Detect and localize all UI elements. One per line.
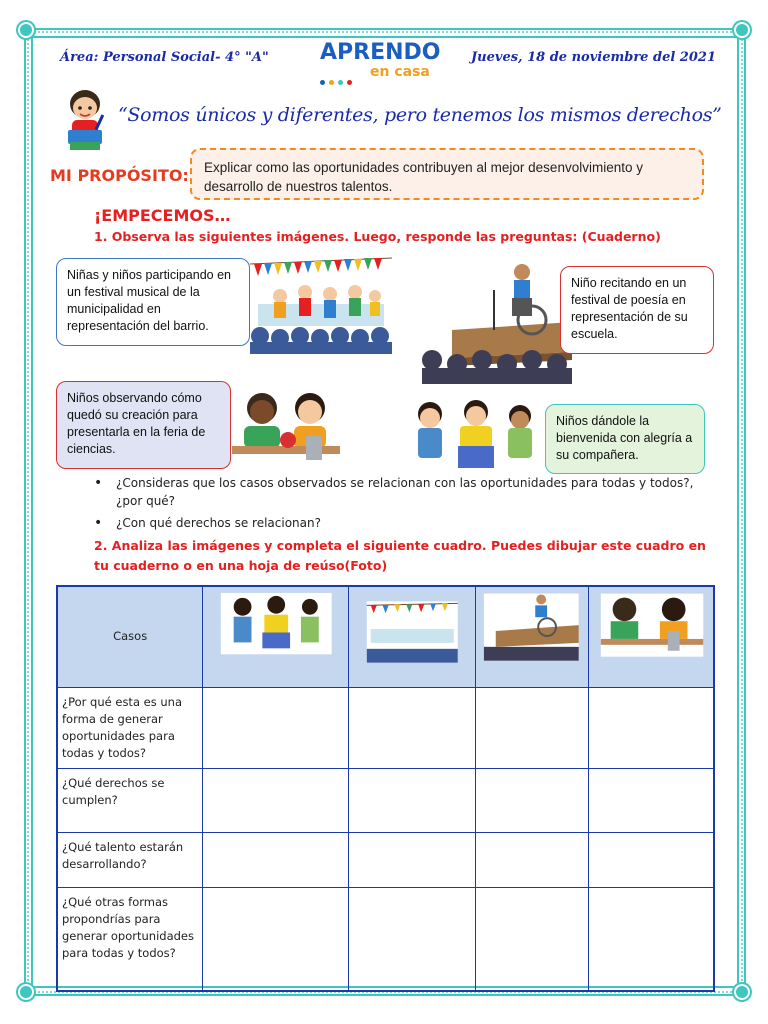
table-cell-answer[interactable] xyxy=(476,687,589,768)
step-2-instruction: 2. Analiza las imágenes y completa el siguiente cuadro. Puedes dibujar este cuadro en tu cuaderno o en una hoja de reúso(Foto) xyxy=(94,538,706,573)
table-thumb-bienvenida xyxy=(203,586,348,687)
table-cell-answer[interactable] xyxy=(348,887,476,991)
logo-dots-icon xyxy=(320,70,356,89)
table-header-casos: Casos xyxy=(57,586,203,687)
frame-corner-top-left xyxy=(18,22,34,38)
header-date: Jueves, 18 de noviembre del 2021 xyxy=(471,50,716,65)
bienvenida-illustration xyxy=(408,398,544,474)
table-cell-answer[interactable] xyxy=(203,687,348,768)
table-cell-answer[interactable] xyxy=(588,832,714,887)
table-thumb-poesia xyxy=(476,586,589,687)
card-ciencias-text: Niños observando cómo quedó su creación para presentarla en la feria de ciencias. xyxy=(67,391,206,456)
card-feria-ciencias xyxy=(56,381,231,469)
table-cell-answer[interactable] xyxy=(348,687,476,768)
table-header-row xyxy=(57,586,714,687)
bullet-question-1: • ¿Consideras que los casos observados se relacionan con las oportunidades para todas y todos?, ¿por qué? xyxy=(90,474,700,510)
table-cell-answer[interactable] xyxy=(476,887,589,991)
table-cell-answer[interactable] xyxy=(588,887,714,991)
card-festival-text: Niñas y niños participando en un festival musical de la municipalidad en representación del barrio. xyxy=(67,268,231,333)
table-row xyxy=(57,832,714,887)
table-cell-answer[interactable] xyxy=(348,768,476,832)
table-row-question-1: ¿Por qué esta es una forma de generar oportunidades para todas y todos? xyxy=(57,687,203,768)
table-cell-answer[interactable] xyxy=(476,768,589,832)
table-cell-answer[interactable] xyxy=(588,687,714,768)
proposito-text: Explicar como las oportunidades contribuyen al mejor desenvolvimiento y desarrollo de nuestros talentos. xyxy=(204,160,643,194)
table-cell-answer[interactable] xyxy=(588,768,714,832)
table-row xyxy=(57,887,714,991)
bullet-question-2: • ¿Con qué derechos se relacionan? xyxy=(90,514,700,532)
table-row-question-3: ¿Qué talento estarán desarrollando? xyxy=(57,832,203,887)
step-1-instruction: 1. Observa las siguientes imágenes. Luego, responde las preguntas: (Cuaderno) xyxy=(94,229,661,244)
thumb-ciencias-icon xyxy=(589,585,713,685)
table-row-question-2: ¿Qué derechos se cumplen? xyxy=(57,768,203,832)
logo-top-text: APRENDO xyxy=(320,40,441,65)
table-row-question-4: ¿Qué otras formas propondrías para generar oportunidades para todas y todos? xyxy=(57,887,203,991)
table-cell-answer[interactable] xyxy=(203,887,348,991)
aprendo-en-casa-logo xyxy=(320,42,448,84)
thumb-bienvenida-icon xyxy=(203,587,347,682)
card-poesia xyxy=(560,266,714,354)
table-cell-answer[interactable] xyxy=(348,832,476,887)
frame-corner-top-right xyxy=(734,22,750,38)
card-festival-musical xyxy=(56,258,250,346)
frame-corner-bottom-right xyxy=(734,984,750,1000)
festival-musical-illustration xyxy=(250,256,392,354)
logo-bottom-text: en casa xyxy=(370,64,430,80)
table-row xyxy=(57,687,714,768)
table-cell-answer[interactable] xyxy=(476,832,589,887)
question-bullets xyxy=(90,474,700,536)
table-thumb-festival xyxy=(348,586,476,687)
table-row xyxy=(57,768,714,832)
table-thumb-ciencias xyxy=(588,586,714,687)
header-area: Área: Personal Social- 4° "A" xyxy=(60,50,269,65)
page-title: “Somos únicos y diferentes, pero tenemos los mismos derechos” xyxy=(118,104,722,126)
cases-table xyxy=(56,585,715,992)
card-bienvenida-text: Niños dándole la bienvenida con alegría a su compañera. xyxy=(556,414,693,462)
card-bienvenida xyxy=(545,404,705,474)
poesia-illustration xyxy=(422,260,572,384)
thumb-poesia-icon xyxy=(476,585,588,685)
proposito-label: MI PROPÓSITO: xyxy=(50,166,189,185)
card-poesia-text: Niño recitando en un festival de poesía en representación de su escuela. xyxy=(571,276,688,341)
thumb-festival-icon xyxy=(349,585,476,685)
table-cell-answer[interactable] xyxy=(203,832,348,887)
frame-corner-bottom-left xyxy=(18,984,34,1000)
table-cell-answer[interactable] xyxy=(203,768,348,832)
boy-reading-icon xyxy=(60,84,110,156)
proposito-box xyxy=(190,148,704,200)
feria-ciencias-illustration xyxy=(232,388,340,470)
empecemos-heading: ¡EMPECEMOS… xyxy=(94,206,231,225)
